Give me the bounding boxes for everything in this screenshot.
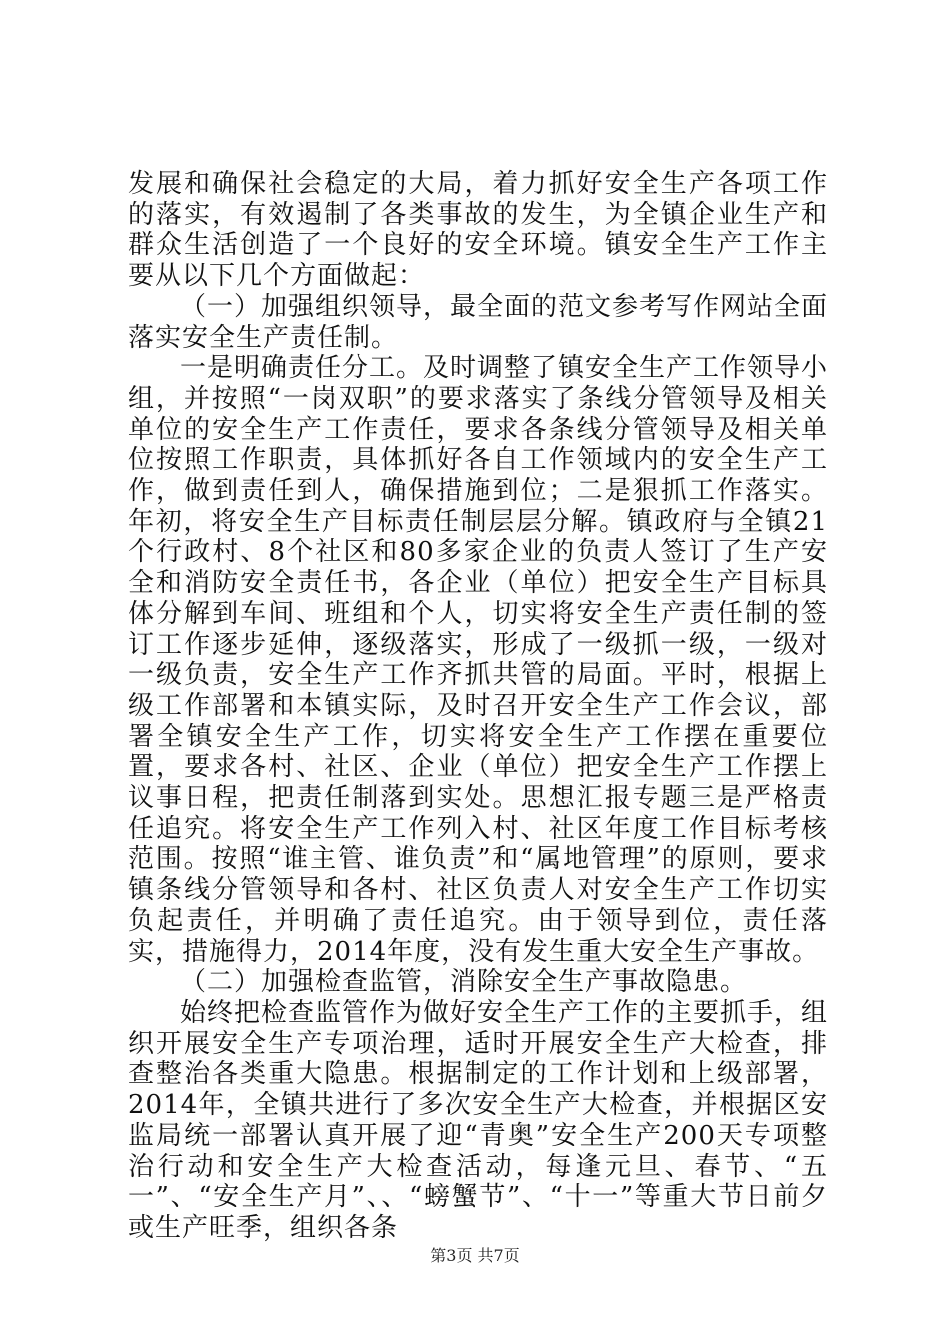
- page-number: 第3页: [430, 1246, 473, 1265]
- paragraph-intro-continuation: 发展和确保社会稳定的大局，着力抓好安全生产各项工作的落实，有效遏制了各类事故的发生，为全镇企业生产和群众生活创造了一个良好的安全环境。镇安全生产工作主要从以下几个方面做起：: [128, 169, 828, 292]
- section-heading-2: （二）加强检查监管，消除安全生产事故隐患。: [180, 967, 748, 998]
- page-total: 共7页: [477, 1246, 520, 1265]
- page-footer: [0, 1243, 950, 1266]
- paragraph-responsibility: 一是明确责任分工。及时调整了镇安全生产工作领导小组，并按照“一岗双职”的要求落实了条线分管领导及相关单位的安全生产工作责任，要求各条线分管领导及相关单位按照工作职责，具体抓好各自工作领域内的安全生产工作，做到责任到人，确保措施到位；二是狠抓工作落实。年初，将安全生产目标责任制层层分解。镇政府与全镇21个行政村、8个社区和80多家企业的负责人签订了生产安全和消防安全责任书，各企业（单位）把安全生产目标具体分解到车间、班组和个人，切实将安全生产责任制的签订工作逐步延伸，逐级落实，形成了一级抓一级，一级对一级负责，安全生产工作齐抓共管的局面。平时，根据上级工作部署和本镇实际，及时召开安全生产工作会议，部署全镇安全生产工作，切实将安全生产工作摆在重要位置，要求各村、社区、企业（单位）把安全生产工作摆上议事日程，把责任制落到实处。思想汇报专题三是严格责任追究。将安全生产工作列入村、社区年度工作目标考核范围。按照“谁主管、谁负责”和“属地管理”的原则，要求镇条线分管领导和各村、社区负责人对安全生产工作切实负起责任，并明确了责任追究。由于领导到位，责任落实，措施得力，2014年度，没有发生重大安全生产事故。: [128, 353, 829, 967]
- section-heading-1: （一）加强组织领导，最全面的范文参考写作网站全面落实安全生产责任制。: [128, 291, 829, 353]
- paragraph-inspection: 始终把检查监管作为做好安全生产工作的主要抓手，组织开展安全生产专项治理，适时开展安全生产大检查，排查整治各类重大隐患。根据制定的工作计划和上级部署，2014年，全镇共进行了多次安全生产大检查，并根据区安监局统一部署认真开展了迎“青奥”安全生产200天专项整治行动和安全生产大检查活动，每逢元旦、春节、“五一”、“安全生产月”、、“螃蟹节”、“十一”等重大节日前夕或生产旺季，组织各条: [128, 997, 829, 1243]
- body-text: [128, 169, 828, 1244]
